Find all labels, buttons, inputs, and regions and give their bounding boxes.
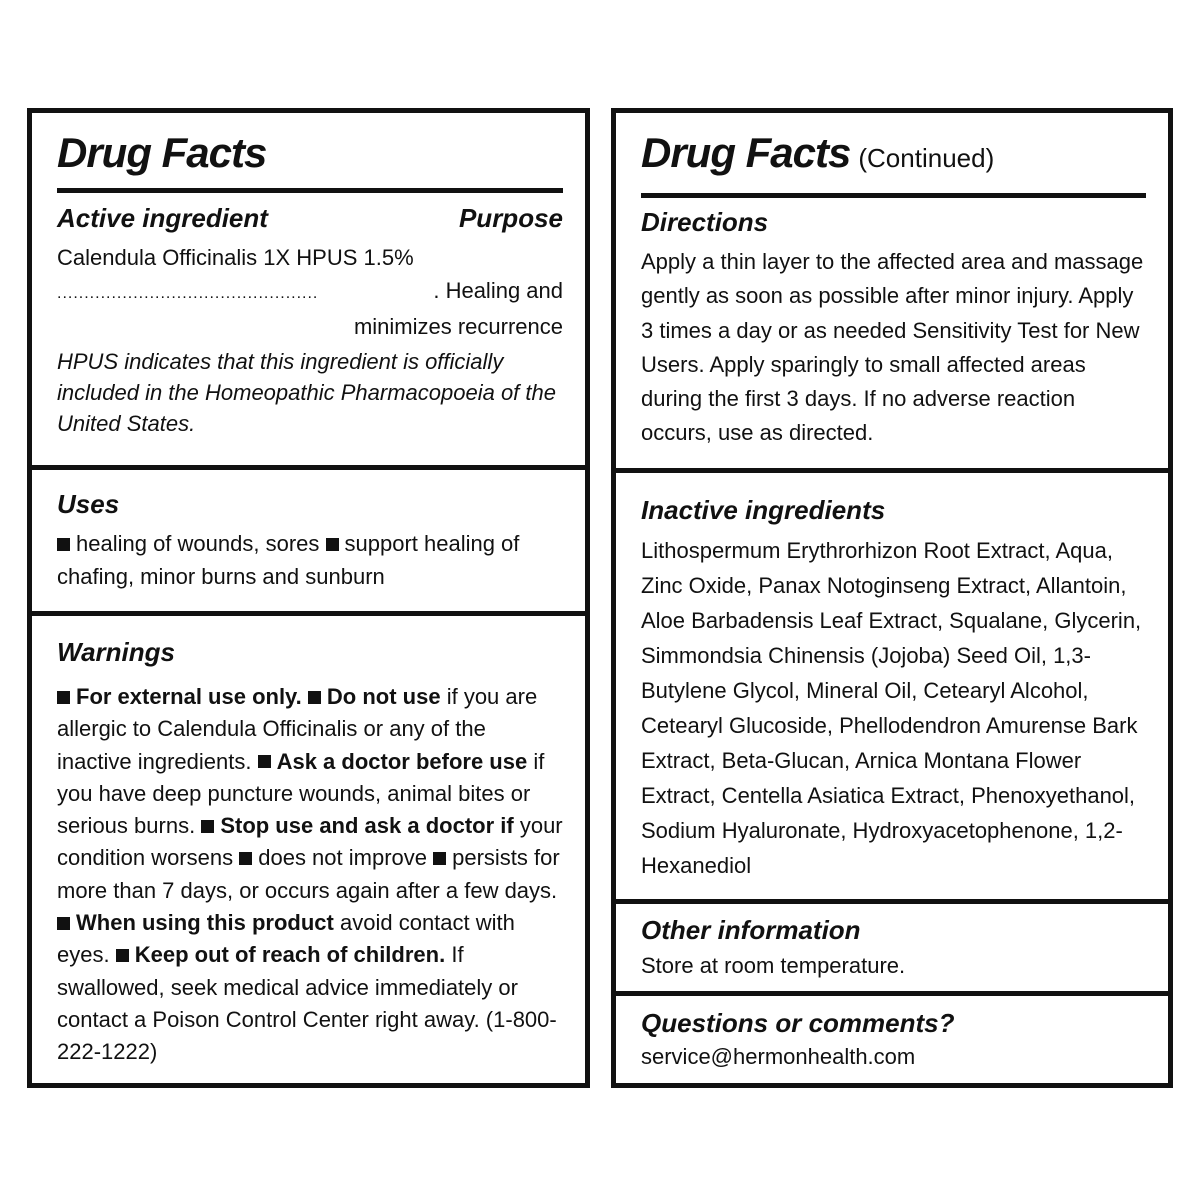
purpose-line-1: . Healing and — [433, 278, 563, 303]
warning-do-not-use: Do not use — [326, 684, 441, 709]
inactive-ingredients-heading: Inactive ingredients — [641, 495, 886, 525]
section-divider — [32, 611, 585, 616]
drug-facts-title: Drug Facts — [57, 129, 267, 176]
other-information-section — [616, 913, 1168, 982]
uses-item-1: healing of wounds, sores — [76, 531, 320, 556]
warning-keep-out-of-reach: Keep out of reach of children. — [134, 942, 446, 968]
directions-section — [616, 205, 1168, 451]
bullet-icon — [326, 538, 339, 551]
bullet-icon — [239, 852, 252, 865]
other-information-text: Store at room temperature. — [641, 953, 906, 978]
warning-when-using: When using this product — [76, 910, 334, 936]
inactive-ingredients-text: Lithospermum Erythrorhizon Root Extract, Aqua, Zinc Oxide, Panax Notoginseng Extract, Allantoin, Aloe Barbadensis Leaf Extract, Squalane, Glycerin, Simmondsia Chinensis (Jojoba) Seed Oil, 1,3-Butylene Glycol, Mineral Oil, Cetearyl Alcohol, Cetearyl Glucoside, Phellodendron Amurense Bark Extract, Beta-Glucan, Arnica Montana Flower Extract, Centella Asiatica Extract, Phenoxyethanol, Sodium Hyaluronate, Hydroxyacetophenone, 1,2-Hexanediol — [641, 538, 1142, 878]
continued-label: (Continued) — [858, 143, 995, 173]
bullet-icon — [258, 755, 271, 768]
drug-facts-panel-right — [611, 108, 1173, 1088]
warning-stop-use-text: your condition worsens — [57, 813, 563, 871]
uses-item-2: support healing of chafing, minor burns and sunburn — [57, 531, 520, 589]
drug-facts-title-text: Drug Facts — [641, 129, 851, 176]
section-divider — [616, 899, 1168, 904]
bullet-icon — [116, 949, 129, 962]
warning-ask-doctor: Ask a doctor before use — [276, 748, 528, 774]
directions-heading: Directions — [641, 207, 769, 237]
drug-facts-header — [32, 128, 585, 193]
warning-do-not-use-text: if you are allergic to Calendula Officinalis or any of the inactive ingredients. — [57, 684, 538, 774]
drug-facts-panel-left — [27, 108, 590, 1088]
directions-text: Apply a thin layer to the affected area and massage gently as soon as possible after minor injury. Apply 3 times a day or as needed Sensitivity Test for New Users. Apply sparingly to small affected areas during the first 3 days. If no adverse reaction occurs, use as directed. — [641, 249, 1144, 446]
bullet-icon — [57, 538, 70, 551]
purpose-line-2: minimizes recurrence — [353, 314, 563, 339]
warning-not-improve: does not improve — [258, 845, 427, 871]
uses-text — [57, 527, 563, 593]
title-rule — [641, 193, 1146, 198]
warning-external-use: For external use only. — [76, 684, 302, 709]
title-rule — [57, 188, 563, 193]
bullet-icon — [201, 820, 214, 833]
bullet-icon — [57, 917, 70, 930]
purpose-heading: Purpose — [458, 203, 563, 233]
questions-heading: Questions or comments? — [641, 1008, 955, 1038]
warning-persists: persists for more than 7 days, or occurs again after a few days. — [57, 845, 560, 903]
bullet-icon — [433, 852, 446, 865]
active-ingredient-heading: Active ingredient — [57, 203, 268, 233]
warning-ask-doctor-text: if you have deep puncture wounds, animal bites or serious burns. — [57, 748, 545, 839]
warning-when-using-text: avoid contact with eyes. — [57, 910, 515, 968]
warnings-heading: Warnings — [57, 637, 175, 667]
contact-email: service@hermonhealth.com — [641, 1044, 916, 1069]
bullet-icon — [308, 691, 321, 704]
warning-stop-use: Stop use and ask a doctor if — [220, 813, 514, 839]
section-divider — [616, 991, 1168, 996]
section-divider — [32, 465, 585, 470]
drug-facts-title-continued — [641, 128, 1146, 183]
questions-section — [616, 1006, 1168, 1073]
active-ingredient-name: Calendula Officinalis 1X HPUS 1.5% — [57, 245, 414, 270]
uses-section — [32, 487, 585, 593]
drug-facts-header-continued — [616, 128, 1168, 198]
hpus-note: HPUS indicates that this ingredient is officially included in the Homeopathic Pharmacopoeia of the United States. — [57, 349, 556, 436]
active-ingredient-section — [32, 201, 585, 439]
inactive-ingredients-section — [616, 493, 1168, 883]
uses-heading: Uses — [57, 489, 120, 519]
other-information-heading: Other information — [641, 915, 861, 945]
warning-keep-out-text: If swallowed, seek medical advice immediately or contact a Poison Control Center right away. (1-800-222-1222) — [57, 942, 557, 1065]
warnings-section — [32, 635, 585, 1069]
leader-dots: ................................................ — [57, 285, 319, 302]
section-divider — [616, 468, 1168, 473]
warnings-text — [57, 681, 563, 1069]
bullet-icon — [57, 691, 70, 704]
